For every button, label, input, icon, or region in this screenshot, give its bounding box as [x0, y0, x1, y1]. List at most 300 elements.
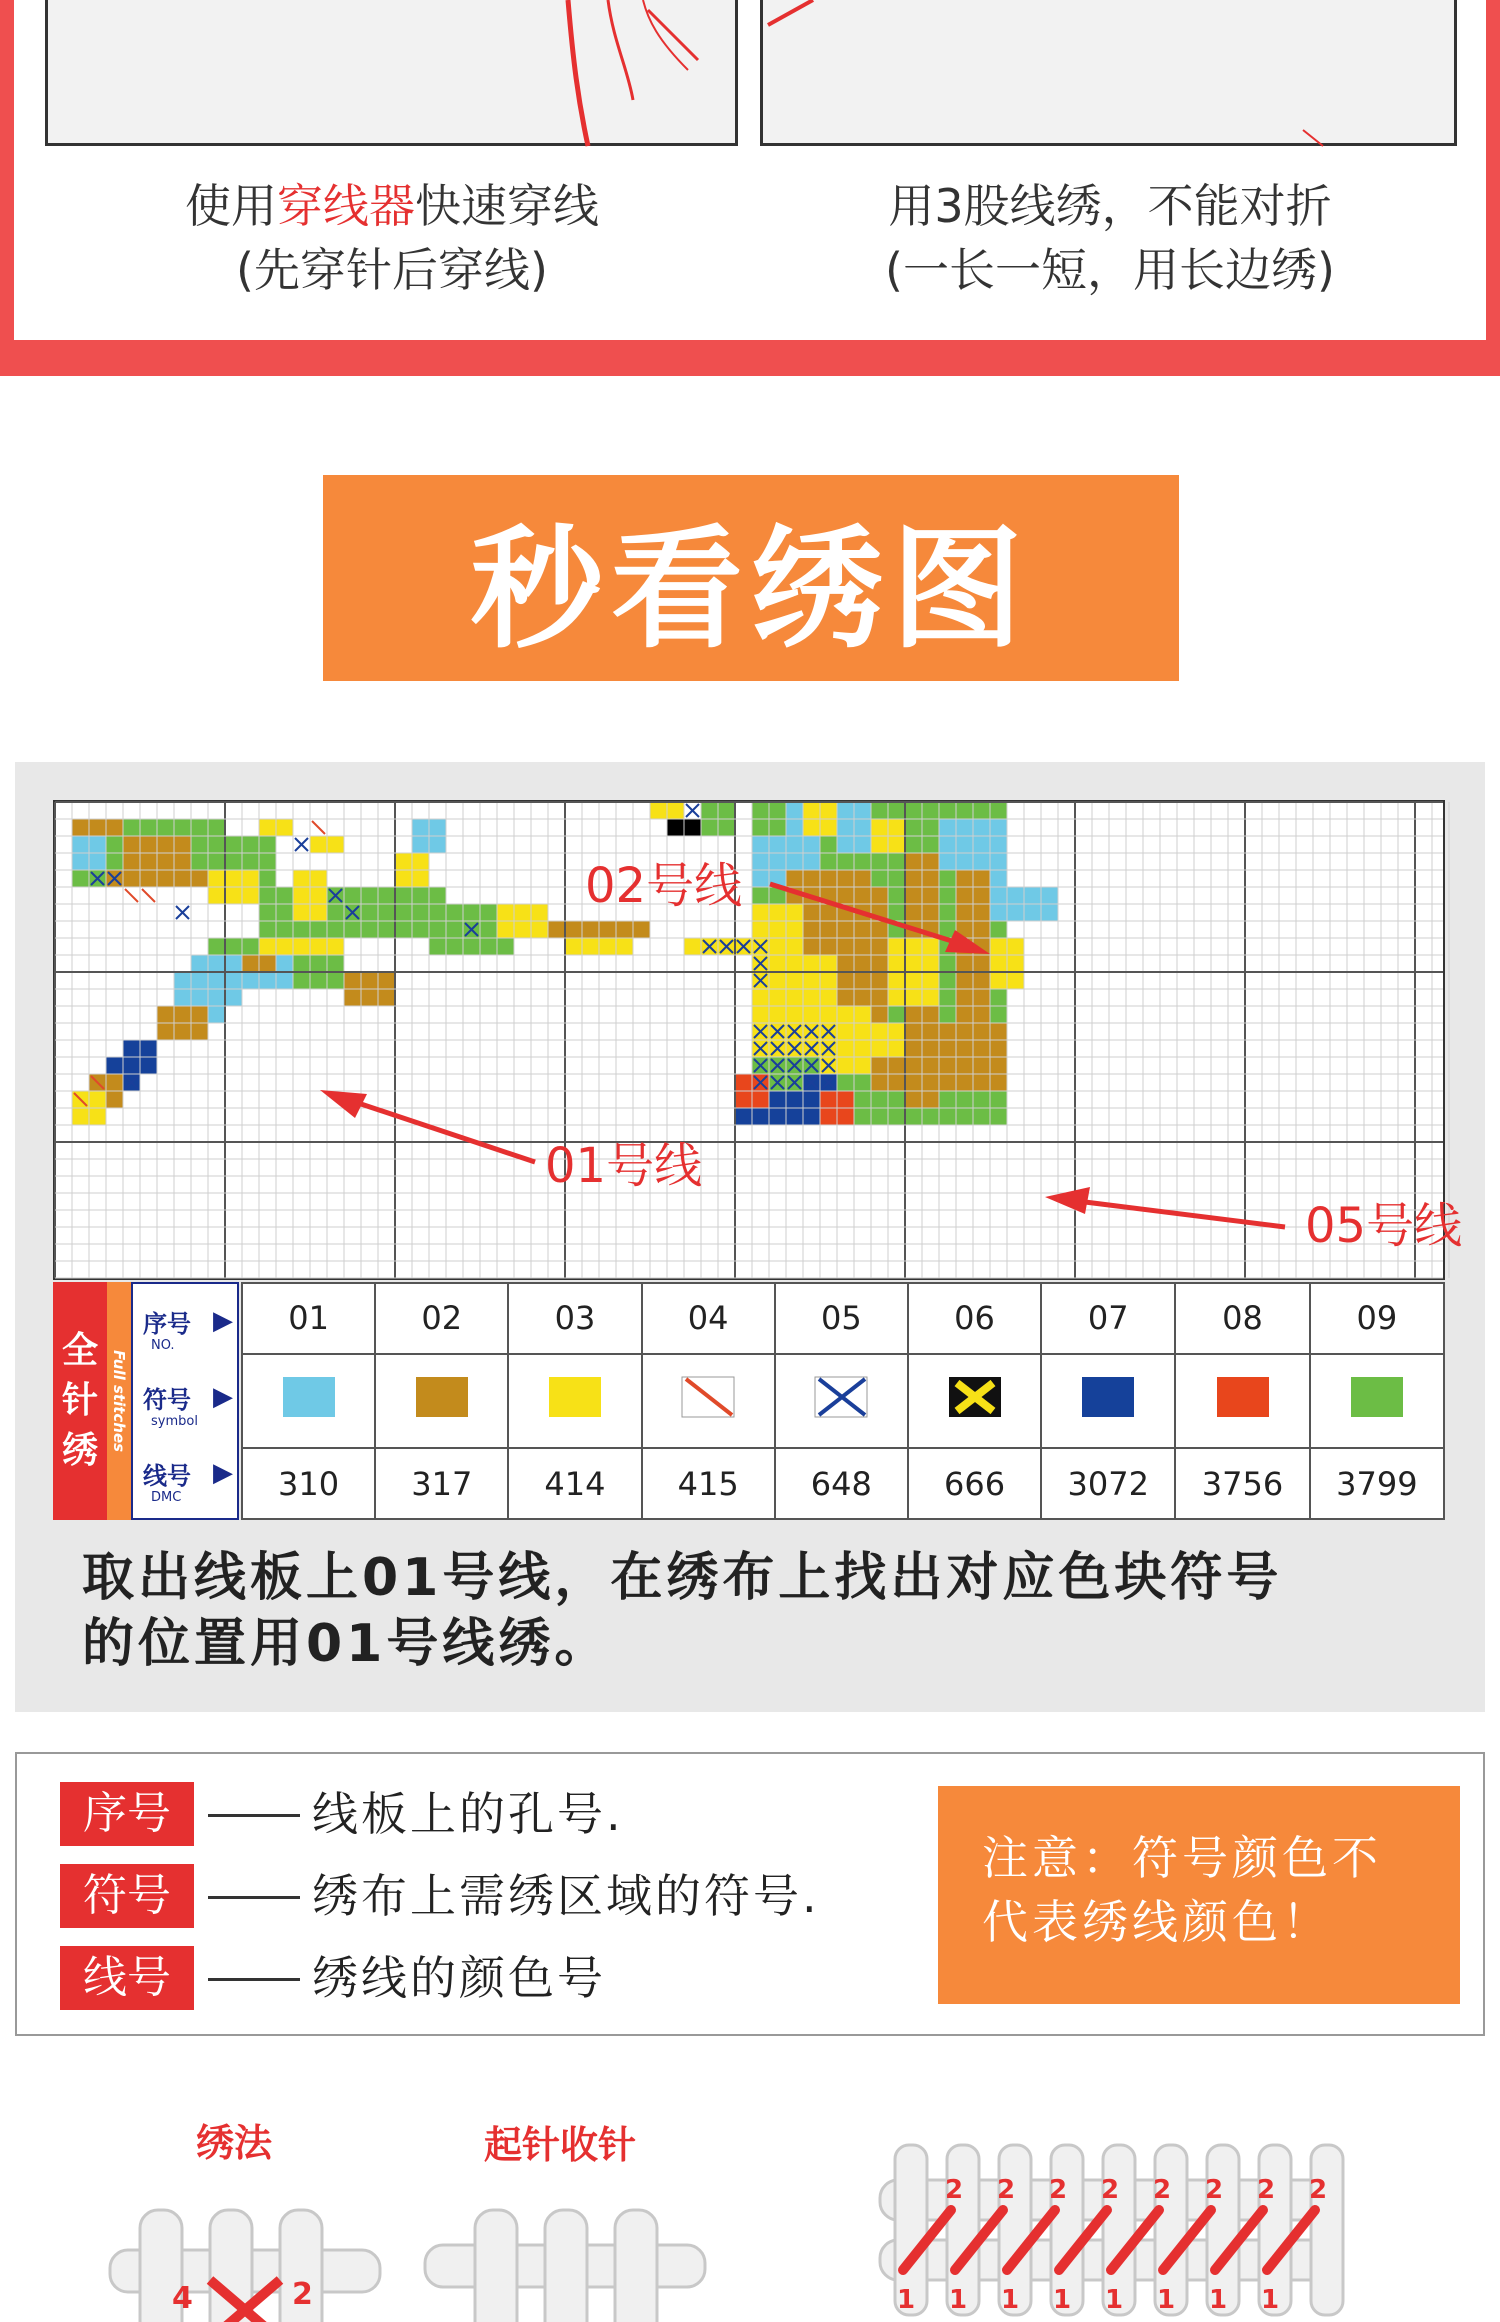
stitch-cell — [990, 836, 1007, 853]
stitch-cell — [871, 921, 888, 938]
def-dash — [208, 1978, 300, 1981]
stitch-end-number: 2 — [1101, 2175, 1120, 2205]
stitch-start-number: 1 — [1261, 2285, 1280, 2315]
stitch-cell — [888, 955, 905, 972]
legend-grid — [241, 1282, 1445, 1520]
stitch-slash-mark — [125, 889, 138, 902]
stitch-cell — [973, 989, 990, 1006]
stitch-cell — [514, 904, 531, 921]
legend-row-dmc — [242, 1448, 1444, 1519]
stitch-cell — [905, 870, 922, 887]
stitch-cell — [1007, 904, 1024, 921]
stitch-cell — [786, 1006, 803, 1023]
stitch-cell — [854, 1091, 871, 1108]
stitch-start-number: 1 — [1001, 2285, 1020, 2315]
stitch-cell — [922, 955, 939, 972]
stitch-cell — [888, 972, 905, 989]
stitch-cell — [259, 836, 276, 853]
stitch-cell — [990, 921, 1007, 938]
stitch-cell — [905, 989, 922, 1006]
stitch-cell — [837, 819, 854, 836]
legend-symbol-cell — [242, 1354, 375, 1448]
stitch-cell — [939, 1057, 956, 1074]
legend-dmc-cell: 415 — [642, 1448, 775, 1519]
stitch-cell — [344, 921, 361, 938]
threader-caption-line2: (先穿针后穿线) — [236, 243, 548, 297]
stitch-cell — [89, 1108, 106, 1125]
pattern-grid — [55, 802, 1463, 1278]
side-title-char-2: 针 — [61, 1380, 98, 1421]
stitch-cell — [293, 955, 310, 972]
stitch-cell — [973, 1108, 990, 1125]
pattern-chart — [53, 800, 1463, 1280]
stitch-cell — [293, 921, 310, 938]
stitch-cell — [888, 1108, 905, 1125]
stitch-cell — [667, 819, 684, 836]
stitch-cell — [956, 972, 973, 989]
stitch-cell — [922, 870, 939, 887]
stitch-cell — [888, 802, 905, 819]
stitch-cell — [854, 887, 871, 904]
stitch-cell — [990, 870, 1007, 887]
stitch-cell — [735, 1074, 752, 1091]
stitch-cell — [939, 802, 956, 819]
stitch-cell — [208, 887, 225, 904]
stitch-cell — [106, 819, 123, 836]
stitch-cell — [650, 802, 667, 819]
stitch-cell — [208, 938, 225, 955]
stitch-cell — [939, 870, 956, 887]
legend-symbol-swatch — [1349, 1375, 1405, 1419]
stitch-cross-mark — [686, 804, 699, 817]
stitch-cell — [191, 955, 208, 972]
stitch-cell — [803, 955, 820, 972]
stitch-cell — [174, 819, 191, 836]
stitch-num-2: 2 — [292, 2277, 313, 2312]
stitch-cell — [225, 972, 242, 989]
stitch-cell — [497, 904, 514, 921]
stitch-cell — [820, 1006, 837, 1023]
stitch-cell — [191, 870, 208, 887]
stitch-cell — [803, 836, 820, 853]
row-label-symbol — [143, 1380, 235, 1429]
stitch-cell — [157, 836, 174, 853]
stitch-cell — [837, 1040, 854, 1057]
stitch-cell — [990, 887, 1007, 904]
stitch-cell — [225, 938, 242, 955]
stitch-cell — [905, 972, 922, 989]
legend-symbol-swatch — [281, 1375, 337, 1419]
stitch-cell — [990, 1108, 1007, 1125]
stitch-cell — [191, 972, 208, 989]
stitch-cell — [769, 802, 786, 819]
stitch-cell — [956, 1091, 973, 1108]
stitch-cell — [939, 1023, 956, 1040]
stitch-cell — [786, 989, 803, 1006]
stitch-cell — [786, 853, 803, 870]
stitch-end-number: 2 — [1257, 2175, 1276, 2205]
legend-row-no — [242, 1283, 1444, 1354]
stitch-cell — [854, 1074, 871, 1091]
stitch-cell — [871, 870, 888, 887]
stitch-cell — [871, 972, 888, 989]
stitch-cell — [395, 870, 412, 887]
stitch-cell — [854, 802, 871, 819]
threader-photo-image — [48, 0, 741, 146]
stitch-cell — [956, 1108, 973, 1125]
legend-symbol-cross — [813, 1375, 869, 1419]
stitch-cell — [208, 989, 225, 1006]
stitch-cell — [854, 1040, 871, 1057]
stitch-cell — [259, 853, 276, 870]
stitch-cell — [395, 853, 412, 870]
stitch-cell — [174, 836, 191, 853]
stitch-cell — [871, 853, 888, 870]
stitch-cell — [888, 819, 905, 836]
stitch-cell — [786, 1108, 803, 1125]
stitch-cell — [905, 819, 922, 836]
stitch-cell — [72, 853, 89, 870]
stitch-cell — [327, 955, 344, 972]
stitch-cell — [174, 853, 191, 870]
stitch-cell — [854, 989, 871, 1006]
stitch-cell — [157, 819, 174, 836]
stitch-cell — [225, 955, 242, 972]
stitch-cell — [565, 938, 582, 955]
stitch-cell — [684, 938, 701, 955]
stitch-cell — [208, 972, 225, 989]
stitch-cell — [242, 955, 259, 972]
stitch-cell — [769, 1091, 786, 1108]
legend-symbol-black-cross — [947, 1375, 1003, 1419]
stitch-cell — [1007, 972, 1024, 989]
stitch-end-number: 2 — [1309, 2175, 1328, 2205]
arrow-01 — [355, 1102, 535, 1162]
stitch-cell — [616, 921, 633, 938]
row-label-symbol-en: symbol — [151, 1414, 198, 1429]
stitch-cell — [973, 955, 990, 972]
legend-symbol-cell — [1175, 1354, 1309, 1448]
stitch-cell — [871, 1006, 888, 1023]
stitch-cell — [259, 870, 276, 887]
stitch-cell — [854, 921, 871, 938]
stitch-cell — [208, 870, 225, 887]
stitch-cell — [259, 955, 276, 972]
stitch-cell — [123, 1057, 140, 1074]
stitch-cell — [854, 938, 871, 955]
stitch-cell — [956, 904, 973, 921]
stitch-cell — [599, 938, 616, 955]
stitch-cell — [854, 1023, 871, 1040]
stitch-cell — [395, 921, 412, 938]
row-label-dmc-en: DMC — [151, 1490, 182, 1505]
stitch-cell — [310, 955, 327, 972]
stitch-cell — [956, 802, 973, 819]
stitch-cell — [973, 887, 990, 904]
stitch-start-number: 1 — [1105, 2285, 1124, 2315]
stitch-cell — [531, 904, 548, 921]
stitch-cell — [344, 972, 361, 989]
stitch-cell — [1007, 938, 1024, 955]
stitch-start-number: 1 — [1053, 2285, 1072, 2315]
stitch-cell — [327, 938, 344, 955]
legend-symbol-slash — [680, 1375, 736, 1419]
legend-symbol-cell — [642, 1354, 775, 1448]
stitch-cell — [412, 836, 429, 853]
stitch-cell — [497, 921, 514, 938]
stitch-cell — [905, 802, 922, 819]
stitch-cell — [412, 870, 429, 887]
stitch-cell — [752, 887, 769, 904]
banner-title: 秒看绣图 — [471, 513, 1031, 667]
stitch-cell — [820, 938, 837, 955]
def-dash — [208, 1896, 300, 1899]
stitch-cell — [871, 989, 888, 1006]
stitch-cell — [769, 904, 786, 921]
stitch-cell — [89, 1091, 106, 1108]
stitch-start-number: 1 — [897, 2285, 916, 2315]
stitch-cell — [803, 1091, 820, 1108]
stitch-cell — [412, 921, 429, 938]
stitch-cell — [922, 1057, 939, 1074]
stitch-cell — [837, 1006, 854, 1023]
stitch-cell — [361, 921, 378, 938]
stitch-cell — [378, 887, 395, 904]
legend-no-cell: 07 — [1041, 1283, 1175, 1354]
stitch-cell — [973, 819, 990, 836]
stitch-cell — [803, 938, 820, 955]
stitch-cell — [854, 853, 871, 870]
stitch-cell — [429, 904, 446, 921]
side-title-char-1: 全 — [61, 1330, 98, 1371]
stitch-cell — [837, 1091, 854, 1108]
stitch-cell — [480, 938, 497, 955]
stitch-cell — [871, 802, 888, 819]
stitch-cell — [922, 989, 939, 1006]
stitch-cell — [191, 1023, 208, 1040]
arrow-05 — [1085, 1202, 1285, 1227]
stitch-cell — [854, 1057, 871, 1074]
legend-no-cell: 04 — [642, 1283, 775, 1354]
stitch-cell — [871, 887, 888, 904]
stitch-cell — [905, 1057, 922, 1074]
stitch-cell — [752, 802, 769, 819]
stitch-cell — [548, 921, 565, 938]
stitch-cell — [242, 972, 259, 989]
stitch-start-number: 1 — [949, 2285, 968, 2315]
stitch-cell — [395, 887, 412, 904]
stitch-cell — [378, 921, 395, 938]
stitch-cell — [582, 921, 599, 938]
def-tag-no: 序号 — [60, 1782, 194, 1846]
stitch-cell — [718, 819, 735, 836]
stitch-cell — [956, 819, 973, 836]
stitch-cell — [769, 938, 786, 955]
stitch-cell — [310, 870, 327, 887]
stitch-cell — [922, 836, 939, 853]
stitch-cell — [242, 938, 259, 955]
stitch-cell — [310, 904, 327, 921]
stitch-cell — [1024, 904, 1041, 921]
stitch-cell — [701, 802, 718, 819]
stitch-cell — [769, 921, 786, 938]
stitch-cell — [871, 1040, 888, 1057]
strands-caption-line2: (一长一短，用长边绣) — [885, 243, 1335, 297]
threader-caption-pre: 使用 — [185, 179, 277, 233]
start-end-diagram — [420, 2205, 710, 2322]
stitch-cell — [174, 1023, 191, 1040]
stitch-cell — [429, 836, 446, 853]
threader-caption-highlight: 穿线器 — [277, 179, 415, 233]
stitch-cell — [837, 853, 854, 870]
legend-symbol-cell — [1041, 1354, 1175, 1448]
legend-symbol-cell — [908, 1354, 1041, 1448]
row-label-dmc-cn: 线号 — [143, 1462, 191, 1490]
stitch-cell — [293, 870, 310, 887]
stitch-cell — [973, 836, 990, 853]
stitch-cell — [837, 1023, 854, 1040]
stitch-cell — [786, 921, 803, 938]
stitch-cell — [412, 904, 429, 921]
stitch-cell — [973, 1074, 990, 1091]
stitch-cell — [174, 870, 191, 887]
threader-photo — [45, 0, 738, 146]
stitch-cell — [854, 870, 871, 887]
stitch-cell — [106, 1074, 123, 1091]
stitch-cell — [786, 1091, 803, 1108]
stitch-cell — [106, 1057, 123, 1074]
stitch-cell — [854, 1006, 871, 1023]
stitch-cell — [854, 819, 871, 836]
stitch-cell — [939, 819, 956, 836]
stitch-cell — [208, 836, 225, 853]
stitch-cell — [837, 955, 854, 972]
stitch-cell — [174, 989, 191, 1006]
stitch-cell — [939, 887, 956, 904]
stitch-cell — [888, 1091, 905, 1108]
stitch-cell — [854, 972, 871, 989]
def-tag-symbol: 符号 — [60, 1864, 194, 1928]
stitch-cell — [871, 819, 888, 836]
stitch-cell — [786, 955, 803, 972]
stitch-cell — [990, 955, 1007, 972]
stitch-cell — [157, 1023, 174, 1040]
stitch-cell — [939, 1074, 956, 1091]
callout-02: 02号线 — [585, 858, 743, 914]
stitch-start-number: 1 — [1157, 2285, 1176, 2315]
stitch-cell — [157, 870, 174, 887]
play-icon: ▶ — [213, 1382, 233, 1412]
stitch-cell — [871, 955, 888, 972]
stitch-cell — [956, 1040, 973, 1057]
stitch-cell — [752, 870, 769, 887]
legend-symbol-cell — [1310, 1354, 1444, 1448]
stitch-cell — [599, 921, 616, 938]
stitch-cell — [956, 1006, 973, 1023]
stitch-cell — [990, 972, 1007, 989]
stitch-cell — [854, 955, 871, 972]
stitch-cell — [922, 1040, 939, 1057]
stitch-cell — [820, 836, 837, 853]
stitch-cell — [939, 955, 956, 972]
stitch-cell — [820, 1091, 837, 1108]
instruction-line-1: 取出线板上01号线，在绣布上找出对应色块符号 — [82, 1548, 1283, 1608]
stitch-cell — [208, 853, 225, 870]
stitch-cell — [191, 836, 208, 853]
legend-symbol-swatch — [414, 1375, 470, 1419]
legend-no-cell: 08 — [1175, 1283, 1309, 1354]
stitch-cell — [310, 938, 327, 955]
stitch-cell — [820, 870, 837, 887]
stitch-cell — [854, 1108, 871, 1125]
stitch-cell — [378, 904, 395, 921]
stitch-cell — [820, 955, 837, 972]
stitch-cell — [956, 836, 973, 853]
stitch-cell — [939, 1006, 956, 1023]
stitch-cell — [837, 870, 854, 887]
stitch-cell — [752, 1108, 769, 1125]
stitch-cell — [259, 904, 276, 921]
stitch-cell — [735, 1091, 752, 1108]
legend-side-subtitle: Full stitches — [107, 1282, 131, 1520]
stitch-cell — [973, 904, 990, 921]
side-title-char-3: 绣 — [61, 1430, 98, 1471]
thread-strands-photo-image — [763, 0, 1460, 146]
callout-01: 01号线 — [545, 1138, 703, 1194]
stitch-cell — [480, 904, 497, 921]
stitch-cell — [905, 1108, 922, 1125]
stitch-cell — [905, 836, 922, 853]
stitch-cell — [310, 921, 327, 938]
stitch-cell — [769, 819, 786, 836]
stitch-cell — [276, 819, 293, 836]
strands-caption — [760, 174, 1460, 302]
stitch-cell — [990, 904, 1007, 921]
stitch-cell — [701, 819, 718, 836]
legend-dmc-cell: 666 — [908, 1448, 1041, 1519]
stitch-cell — [191, 1006, 208, 1023]
stitch-cell — [905, 1074, 922, 1091]
stitch-cell — [803, 870, 820, 887]
stitch-cell — [871, 1074, 888, 1091]
stitch-cell — [888, 904, 905, 921]
stitch-cell — [735, 1108, 752, 1125]
legend-symbol-swatch — [1215, 1375, 1271, 1419]
stitch-cell — [276, 921, 293, 938]
threader-caption-post: 快速穿线 — [415, 179, 599, 233]
stitch-cell — [820, 853, 837, 870]
legend-table — [53, 1282, 1445, 1520]
stitch-cell — [72, 870, 89, 887]
stitch-cell — [990, 1074, 1007, 1091]
stitch-cell — [140, 1057, 157, 1074]
stitch-cell — [922, 1108, 939, 1125]
stitch-cell — [140, 1040, 157, 1057]
stitch-cell — [837, 972, 854, 989]
stitch-cell — [956, 853, 973, 870]
stitch-cell — [837, 1074, 854, 1091]
stitch-cell — [905, 1091, 922, 1108]
stitch-cell — [361, 904, 378, 921]
play-icon: ▶ — [213, 1458, 233, 1488]
stitch-cell — [956, 1023, 973, 1040]
stitch-cell — [888, 989, 905, 1006]
legend-symbol-swatch — [1080, 1375, 1136, 1419]
row-label-dmc — [143, 1456, 235, 1505]
stitch-cell — [582, 938, 599, 955]
legend-dmc-cell: 648 — [775, 1448, 908, 1519]
stitch-cell — [990, 1023, 1007, 1040]
